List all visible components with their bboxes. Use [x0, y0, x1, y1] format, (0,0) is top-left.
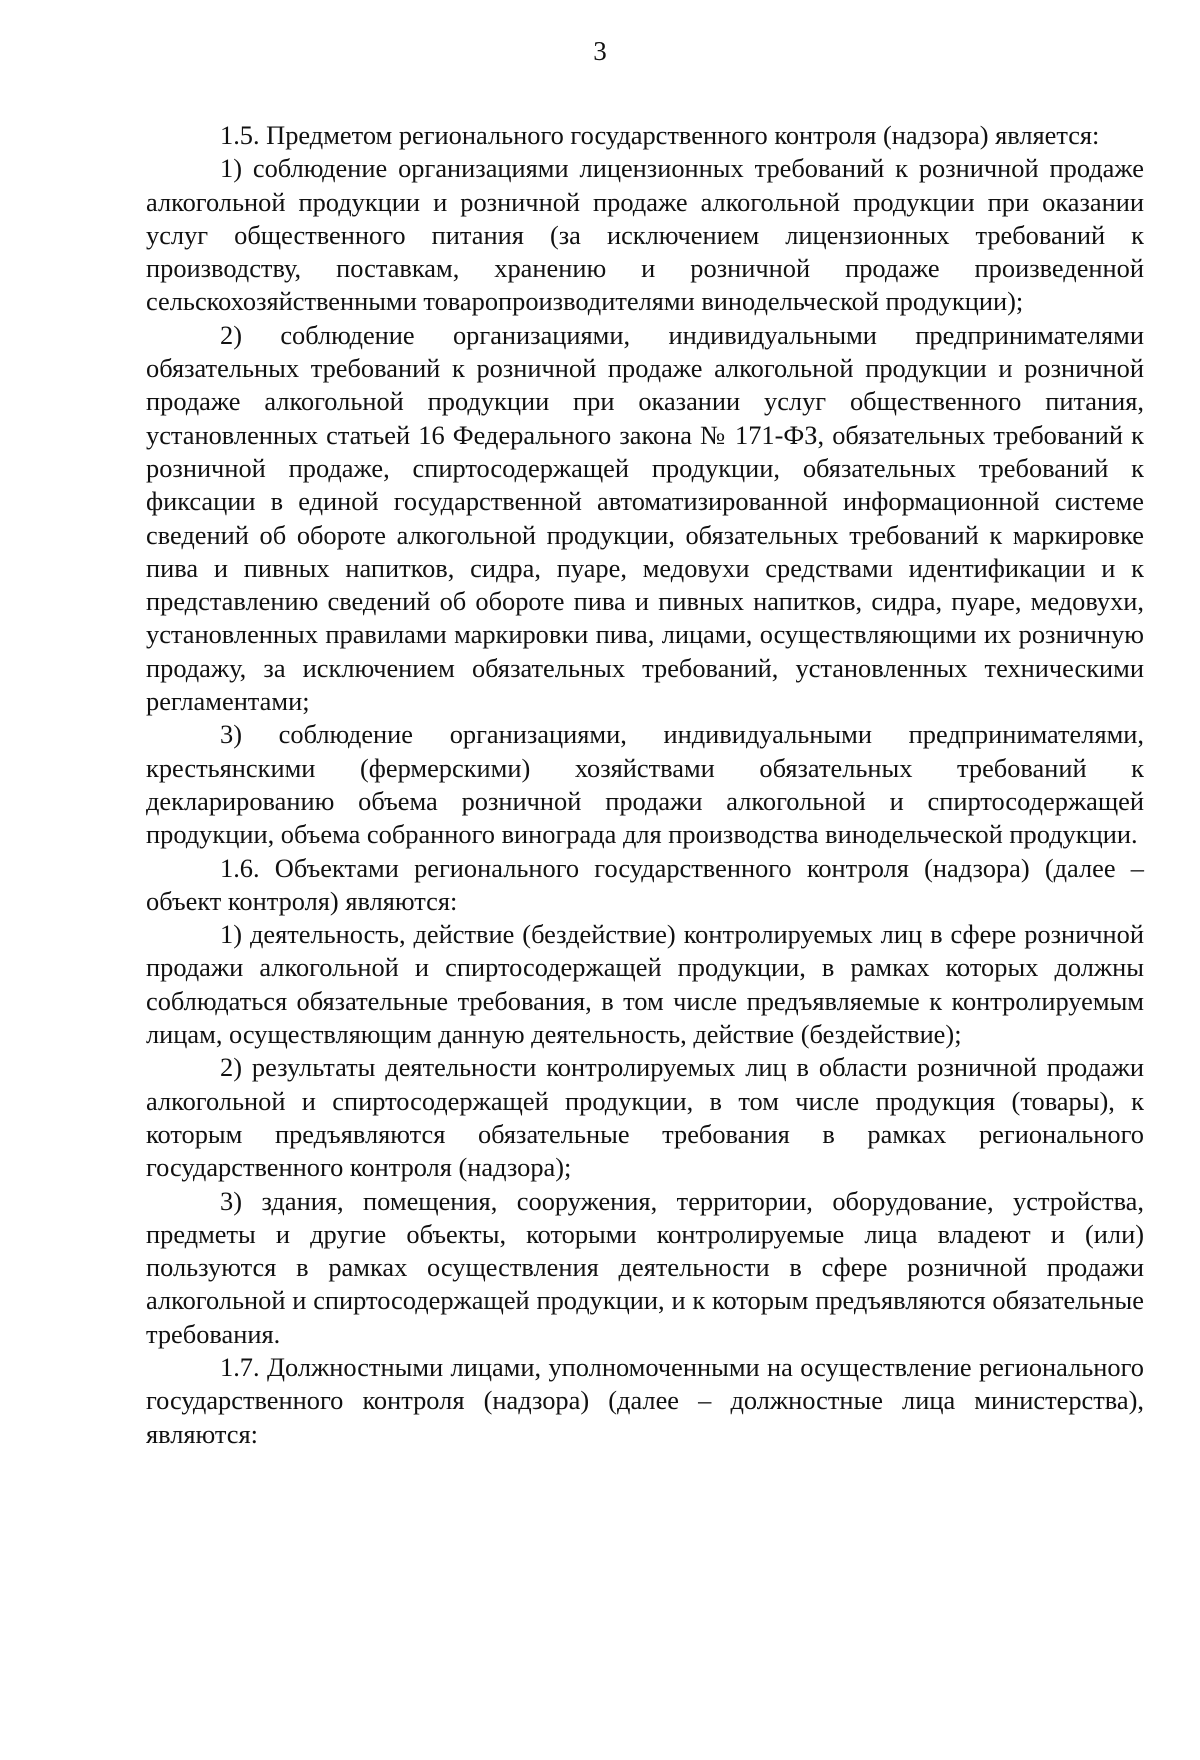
page-number: 3 [593, 36, 607, 66]
paragraph-1-6-item-1: 1) деятельность, действие (бездействие) контролируемых лиц в сфере розничной продажи алкогольной и спиртосодержащей продукции, в рамках которых должны соблюдаться обязательные требования, в том числе предъявляемые к контролируемым лицам, осуществляющим данную деятельность, действие (бездействие); [146, 919, 1144, 1050]
paragraph-1-7: 1.7. Должностными лицами, уполномоченными на осуществление регионального государственного контроля (надзора) (далее – должностные лица министерства), являются: [146, 1351, 1144, 1449]
paragraph-1-5: 1.5. Предметом регионального государственного контроля (надзора) является: [220, 120, 1100, 150]
paragraph-1-6-item-3: 3) здания, помещения, сооружения, территории, оборудование, устройства, предметы и другие объекты, которыми контролируемые лица владеют и (или) пользуются в рамках осуществления деятельности в сфере розничной продажи алкогольной и спиртосодержащей продукции, и к которым предъявляются обязательные требования. [146, 1185, 1144, 1349]
paragraph-1-5-item-1: 1) соблюдение организациями лицензионных требований к розничной продаже алкогольной продукции и розничной продаже алкогольной продукции при оказании услуг общественного питания (за исключением лицензионных требований к производству, поставкам, хранению и розничной продаже произведенной сельскохозяйственными товаропроизводителями винодельческой продукции); [146, 153, 1144, 317]
paragraph-1-6: 1.6. Объектами регионального государственного контроля (надзора) (далее – объект контроля) являются: [146, 852, 1144, 916]
paragraph-1-5-item-3: 3) соблюдение организациями, индивидуальными предпринимателями, крестьянскими (фермерскими) хозяйствами обязательных требований к декларированию объема розничной продажи алкогольной и спиртосодержащей продукции, объема собранного винограда для производства винодельческой продукции. [146, 719, 1144, 850]
paragraph-1-5-item-2: 2) соблюдение организациями, индивидуальными предпринимателями обязательных требований к розничной продаже алкогольной продукции и розничной продаже алкогольной продукции при оказании услуг общественного питания, установленных статьей 16 Федерального закона № 171-ФЗ, обязательных требований к розничной продаже, спиртосодержащей продукции, обязательных требований к фиксации в единой государственной автоматизированной информационной системе сведений об обороте алкогольной продукции, обязательных требований к маркировке пива и пивных напитков, сидра, пуаре, медовухи средствами идентификации и к представлению сведений об обороте пива и пивных напитков, сидра, пуаре, медовухи, установленных правилами маркировки пива, лицами, осуществляющими их розничную продажу, за исключением обязательных требований, установленных техническими регламентами; [146, 319, 1144, 717]
paragraph-1-6-item-2: 2) результаты деятельности контролируемых лиц в области розничной продажи алкогольной и спиртосодержащей продукции, в том числе продукция (товары), к которым предъявляются обязательные требования в рамках регионального государственного контроля (надзора); [146, 1052, 1144, 1183]
document-body [146, 119, 1144, 1451]
